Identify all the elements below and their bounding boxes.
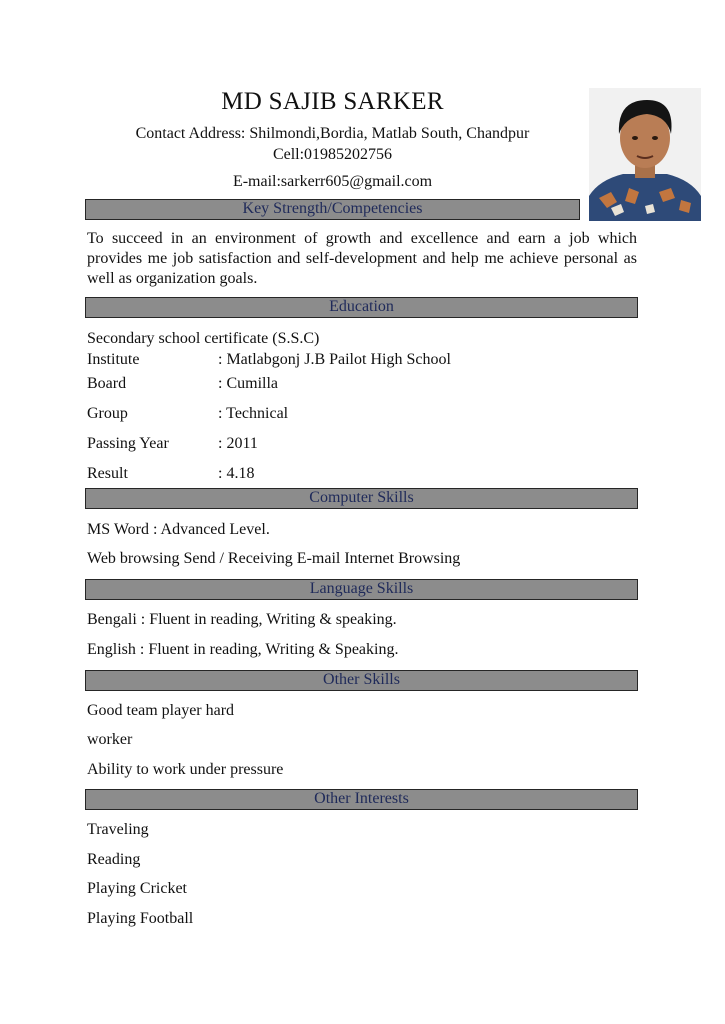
interest-item: Traveling <box>87 821 149 838</box>
interest-item: Playing Cricket <box>87 880 187 897</box>
computer-skill-item: Web browsing Send / Receiving E-mail Internet Browsing <box>87 550 461 567</box>
other-skill-item: Good team player hard <box>87 702 235 719</box>
education-label-board: Board <box>87 375 127 392</box>
education-value-board: : Cumilla <box>218 375 278 392</box>
interest-item: Playing Football <box>87 910 194 927</box>
education-degree: Secondary school certificate (S.S.C) <box>87 330 320 347</box>
language-skill-item: English : Fluent in reading, Writing & Speaking. <box>87 641 399 658</box>
computer-skill-item: MS Word : Advanced Level. <box>87 521 270 538</box>
applicant-name: MD SAJIB SARKER <box>221 88 444 115</box>
education-value-passing-year: : 2011 <box>218 435 258 452</box>
contact-cell: Cell:01985202756 <box>272 146 393 163</box>
education-value-group: : Technical <box>218 405 289 422</box>
section-header-computer-skills: Computer Skills <box>85 488 638 509</box>
profile-photo <box>589 88 701 221</box>
language-skill-item: Bengali : Fluent in reading, Writing & speaking. <box>87 611 397 628</box>
contact-email: E-mail:sarkerr605@gmail.com <box>232 173 433 190</box>
education-value-institute: : Matlabgonj J.B Pailot High School <box>218 351 451 368</box>
education-value-result: : 4.18 <box>218 465 255 482</box>
objective-text: To succeed in an environment of growth and excellence and earn a job which provides me job satisfaction and self-development and help me achieve personal as well as organization goals. <box>87 230 637 287</box>
person-portrait-icon <box>589 88 701 221</box>
education-label-institute: Institute <box>87 351 140 368</box>
education-label-result: Result <box>87 465 128 482</box>
interest-item: Reading <box>87 851 141 868</box>
education-label-group: Group <box>87 405 128 422</box>
education-label-passing-year: Passing Year <box>87 435 169 452</box>
section-header-education: Education <box>85 297 638 318</box>
section-header-key-strength: Key Strength/Competencies <box>85 199 580 220</box>
section-header-other-interests: Other Interests <box>85 789 638 810</box>
other-skill-item: worker <box>87 731 133 748</box>
other-skill-item: Ability to work under pressure <box>87 761 284 778</box>
contact-address: Contact Address: Shilmondi,Bordia, Matlab South, Chandpur <box>135 125 530 142</box>
section-header-language-skills: Language Skills <box>85 579 638 600</box>
section-header-other-skills: Other Skills <box>85 670 638 691</box>
